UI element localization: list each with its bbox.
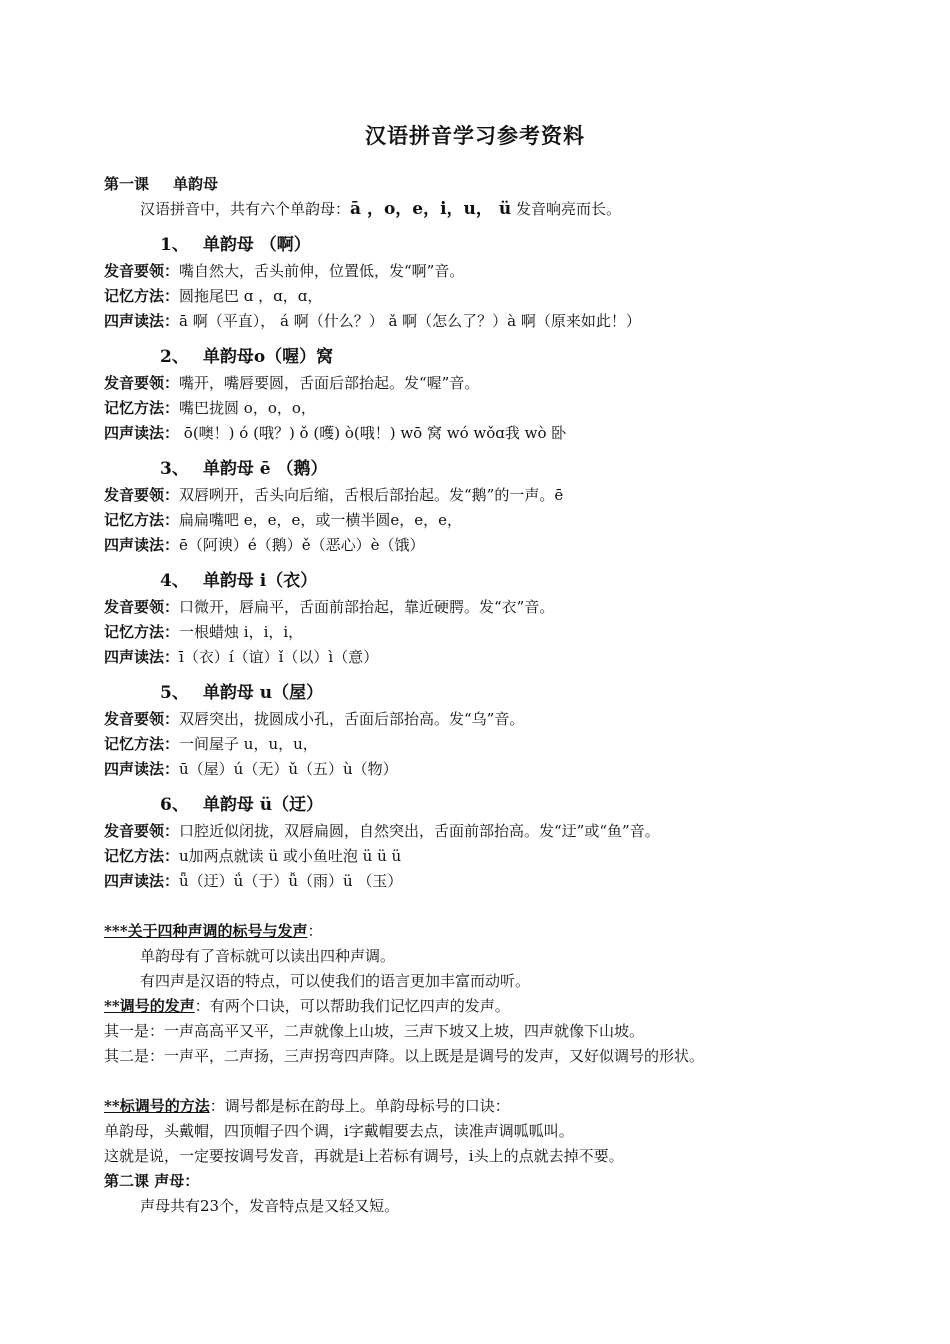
- lesson2-heading: 第二课 声母：: [104, 1172, 200, 1190]
- section-5-tones: [104, 759, 398, 779]
- section-2-pron: [104, 373, 479, 393]
- memo-label: 记忆方法：: [104, 623, 180, 641]
- section-6-memo: [104, 846, 401, 866]
- section-6-number: 6、: [160, 795, 189, 815]
- section-3-tones: [104, 535, 425, 555]
- section-6-memo-text: u加两点就读 ü 或小鱼吐泡 ü ü ü: [179, 847, 402, 865]
- section-1-tones: [104, 311, 641, 331]
- section-2-memo: [104, 398, 316, 418]
- lesson1-intro-prefix: 汉语拼音中，共有六个单韵母：: [140, 200, 351, 218]
- memo-label: 记忆方法：: [104, 735, 180, 753]
- section-2-memo-text: 嘴巴拢圆 o，o，o，: [179, 399, 316, 417]
- section-5-memo: [104, 734, 318, 754]
- memo-label: 记忆方法：: [104, 511, 180, 529]
- section-1-number: 1、: [160, 235, 189, 255]
- notes-paragraph-1: 单韵母有了音标就可以读出四种声调。: [140, 947, 396, 965]
- section-6-pron-text: 口腔近似闭拢，双唇扁圆，自然突出，舌面前部抬高。发“迂”或“鱼”音。: [179, 822, 660, 840]
- section-5-title: 单韵母 u（屋）: [202, 683, 324, 703]
- document-title: 汉语拼音学习参考资料: [365, 123, 585, 148]
- section-1-title: 单韵母 （啊）: [202, 235, 311, 255]
- section-6-pron: [104, 821, 660, 841]
- notes-paragraph-3: 其一是：一声高高平又平，二声就像上山坡，三声下坡又上坡，四声就像下山坡。: [104, 1022, 645, 1040]
- pron-label: 发音要领：: [104, 710, 180, 728]
- pron-label: 发音要领：: [104, 486, 180, 504]
- memo-label: 记忆方法：: [104, 847, 180, 865]
- pron-label: 发音要领：: [104, 262, 180, 280]
- tones-label: 四声读法：: [104, 424, 180, 442]
- section-4-number: 4、: [160, 571, 189, 591]
- section-5-pron-text: 双唇突出，拢圆成小孔，舌面后部抬高。发“乌”音。: [179, 710, 525, 728]
- lesson1-intro-suffix: 发音响亮而长。: [511, 200, 621, 218]
- section-1-heading: [160, 234, 311, 256]
- notes-heading-tones-colon: ：: [307, 922, 323, 940]
- section-4-tones: [104, 647, 378, 667]
- section-2-heading: [160, 346, 333, 368]
- memo-label: 记忆方法：: [104, 399, 180, 417]
- section-2-title: 单韵母o（喔）窝: [202, 347, 334, 367]
- notes-heading-tones: [104, 921, 323, 941]
- section-4-tones-text: ī（衣）í（谊）ǐ（以）ì（意）: [179, 648, 379, 666]
- section-6-tones: [104, 871, 402, 891]
- notes-heading-tone-sound-text: **调号的发声: [104, 997, 195, 1015]
- section-4-memo-text: 一根蜡烛 i，i，i，: [179, 623, 304, 641]
- section-1-pron: [104, 261, 464, 281]
- section-6-tones-text: ǖ（迂）ǘ（于）ǚ（雨）ü （玉）: [179, 872, 403, 890]
- section-2-pron-text: 嘴开，嘴唇要圆，舌面后部抬起。发“喔”音。: [179, 374, 480, 392]
- section-3-pron-text: 双唇咧开，舌头向后缩，舌根后部抬起。发“鹅”的一声。ē: [179, 486, 564, 504]
- section-4-memo: [104, 622, 303, 642]
- section-1-tones-text: ā 啊（平直）， á 啊（什么？） ǎ 啊（怎么了？）à 啊（原来如此！）: [179, 312, 641, 330]
- section-4-pron: [104, 597, 554, 617]
- tones-label: 四声读法：: [104, 312, 180, 330]
- section-4-pron-text: 口微开，唇扁平，舌面前部抬起，靠近硬腭。发“衣”音。: [179, 598, 555, 616]
- pron-label: 发音要领：: [104, 598, 180, 616]
- section-1-memo: [104, 286, 322, 306]
- notes-paragraph-4: 其二是：一声平，二声扬，三声拐弯四声降。以上既是是调号的发声，又好似调号的形状。: [104, 1047, 705, 1065]
- section-5-pron: [104, 709, 524, 729]
- section-6-heading: [160, 794, 323, 816]
- section-2-tones-text: ō(噢！) ó (哦？) ǒ (嚄) ò(哦！) wō 窝 wó wǒɑ我 wò 卧: [179, 424, 567, 442]
- tones-label: 四声读法：: [104, 536, 180, 554]
- memo-label: 记忆方法：: [104, 287, 180, 305]
- section-3-tones-text: ē（阿谀）é（鹅）ě（恶心）è（饿）: [179, 536, 425, 554]
- section-3-title: 单韵母 ē （鹅）: [202, 459, 328, 479]
- section-1-pron-text: 嘴自然大，舌头前伸，位置低，发“啊”音。: [179, 262, 465, 280]
- notes-heading-marking-rest: ：调号都是标在韵母上。单韵母标号的口诀：: [209, 1097, 510, 1115]
- section-2-number: 2、: [160, 347, 189, 367]
- lesson1-intro: [140, 199, 621, 219]
- notes-heading-tone-sound: [104, 996, 510, 1016]
- section-3-pron: [104, 485, 563, 505]
- lesson1-heading: [104, 174, 218, 194]
- section-5-number: 5、: [160, 683, 189, 703]
- section-3-memo: [104, 510, 462, 530]
- tones-label: 四声读法：: [104, 648, 180, 666]
- notes-heading-tones-text: ***关于四种声调的标号与发声: [104, 922, 308, 940]
- pron-label: 发音要领：: [104, 822, 180, 840]
- section-5-memo-text: 一间屋子 u，u，u，: [179, 735, 318, 753]
- section-2-tones: [104, 423, 566, 443]
- notes-paragraph-6: 这就是说，一定要按调号发音，再就是i上若标有调号，i头上的点就去掉不要。: [104, 1147, 624, 1165]
- pron-label: 发音要领：: [104, 374, 180, 392]
- tones-label: 四声读法：: [104, 760, 180, 778]
- section-3-number: 3、: [160, 459, 189, 479]
- section-5-heading: [160, 682, 323, 704]
- section-4-heading: [160, 570, 317, 592]
- section-3-heading: [160, 458, 328, 480]
- notes-heading-tone-sound-rest: ：有两个口诀，可以帮助我们记忆四声的发声。: [194, 997, 510, 1015]
- section-6-title: 单韵母 ü（迂）: [202, 795, 324, 815]
- lesson1-intro-letters: ā ，o，e，i，u， ü: [350, 199, 512, 219]
- notes-paragraph-2: 有四声是汉语的特点，可以使我们的语言更加丰富而动听。: [140, 972, 531, 990]
- lesson2-paragraph-1: 声母共有23个，发音特点是又轻又短。: [140, 1197, 400, 1215]
- tones-label: 四声读法：: [104, 872, 180, 890]
- notes-paragraph-5: 单韵母，头戴帽，四顶帽子四个调，i字戴帽要去点，读准声调呱呱叫。: [104, 1122, 574, 1140]
- section-1-memo-text: 圆拖尾巴 ɑ ，ɑ，ɑ，: [179, 287, 323, 305]
- section-4-title: 单韵母 i（衣）: [202, 571, 318, 591]
- notes-heading-marking-text: **标调号的方法: [104, 1097, 210, 1115]
- notes-heading-marking: [104, 1096, 510, 1116]
- section-3-memo-text: 扁扁嘴吧 e，e，e，或一横半圆e，e，e，: [179, 511, 463, 529]
- lesson1-heading-label: 第一课: [104, 175, 150, 193]
- section-5-tones-text: ū（屋）ú（无）ǔ（五）ù（物）: [179, 760, 398, 778]
- lesson1-heading-sub: 单韵母: [173, 175, 219, 193]
